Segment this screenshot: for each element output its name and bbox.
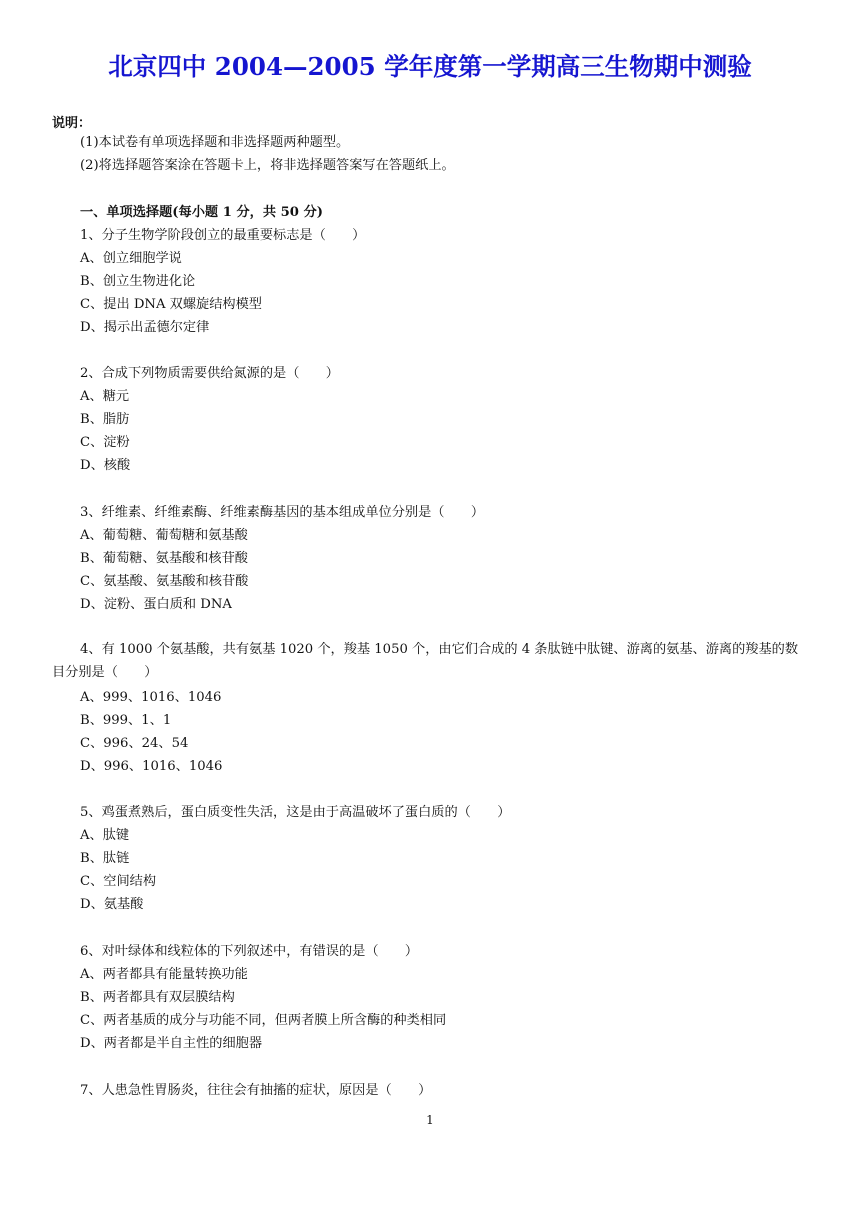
question-option: B、999、1、1	[80, 713, 172, 728]
question-option: C、两者基质的成分与功能不同，但两者膜上所含酶的种类相同	[80, 1013, 447, 1028]
question-stem: 3、纤维素、纤维素酶、纤维素酶基因的基本组成单位分别是（ ）	[80, 505, 485, 520]
question-option: A、两者都具有能量转换功能	[80, 967, 248, 982]
question-option: D、两者都是半自主性的细胞器	[80, 1036, 263, 1051]
question-option: C、空间结构	[80, 874, 157, 889]
question-option: B、肽链	[80, 851, 130, 866]
question-option: D、核酸	[80, 458, 131, 473]
question-stem: 7、人患急性胃肠炎，往往会有抽搐的症状，原因是（ ）	[80, 1083, 432, 1098]
question-option: A、糖元	[80, 389, 130, 404]
question-stem: 4、有 1000 个氨基酸，共有氨基 1020 个，羧基 1050 个，由它们合成的 4 条肽链中肽键、游离的氨基、游离的羧基的数目分别是（ ）	[52, 642, 799, 680]
question-option: A、创立细胞学说	[80, 251, 182, 266]
question-option: B、创立生物进化论	[80, 274, 196, 289]
question-option: D、996、1016、1046	[80, 759, 223, 774]
question-option: B、两者都具有双层膜结构	[80, 990, 235, 1005]
question-option: C、淀粉	[80, 435, 130, 450]
question-option: C、提出 DNA 双螺旋结构模型	[80, 297, 262, 312]
question-stem: 1、分子生物学阶段创立的最重要标志是（ ）	[80, 228, 366, 243]
question-option: A、肽键	[80, 828, 130, 843]
question-option: D、淀粉、蛋白质和 DNA	[80, 597, 232, 612]
question-stem: 5、鸡蛋煮熟后，蛋白质变性失活，这是由于高温破坏了蛋白质的（ ）	[80, 805, 511, 820]
note-line: (2)将选择题答案涂在答题卡上，将非选择题答案写在答题纸上。	[80, 158, 455, 173]
page-number: 1	[426, 1113, 434, 1127]
question-option: D、氨基酸	[80, 897, 144, 912]
section-title: 一、单项选择题(每小题 1 分，共 50 分)	[80, 205, 323, 220]
question-option: C、996、24、54	[80, 736, 189, 751]
notes-heading: 说明：	[52, 116, 92, 131]
question-option: A、葡萄糖、葡萄糖和氨基酸	[80, 528, 248, 543]
question-option: A、999、1016、1046	[80, 690, 222, 705]
question-stem: 2、合成下列物质需要供给氮源的是（ ）	[80, 366, 339, 381]
question-option: D、揭示出孟德尔定律	[80, 320, 210, 335]
question-option: B、葡萄糖、氨基酸和核苷酸	[80, 551, 248, 566]
question-option: C、氨基酸、氨基酸和核苷酸	[80, 574, 249, 589]
question-stem: 6、对叶绿体和线粒体的下列叙述中，有错误的是（ ）	[80, 944, 419, 959]
question-option: B、脂肪	[80, 412, 130, 427]
document-title: 北京四中 2004—2005 学年度第一学期高三生物期中测验	[108, 52, 752, 81]
note-line: (1)本试卷有单项选择题和非选择题两种题型。	[80, 135, 350, 150]
